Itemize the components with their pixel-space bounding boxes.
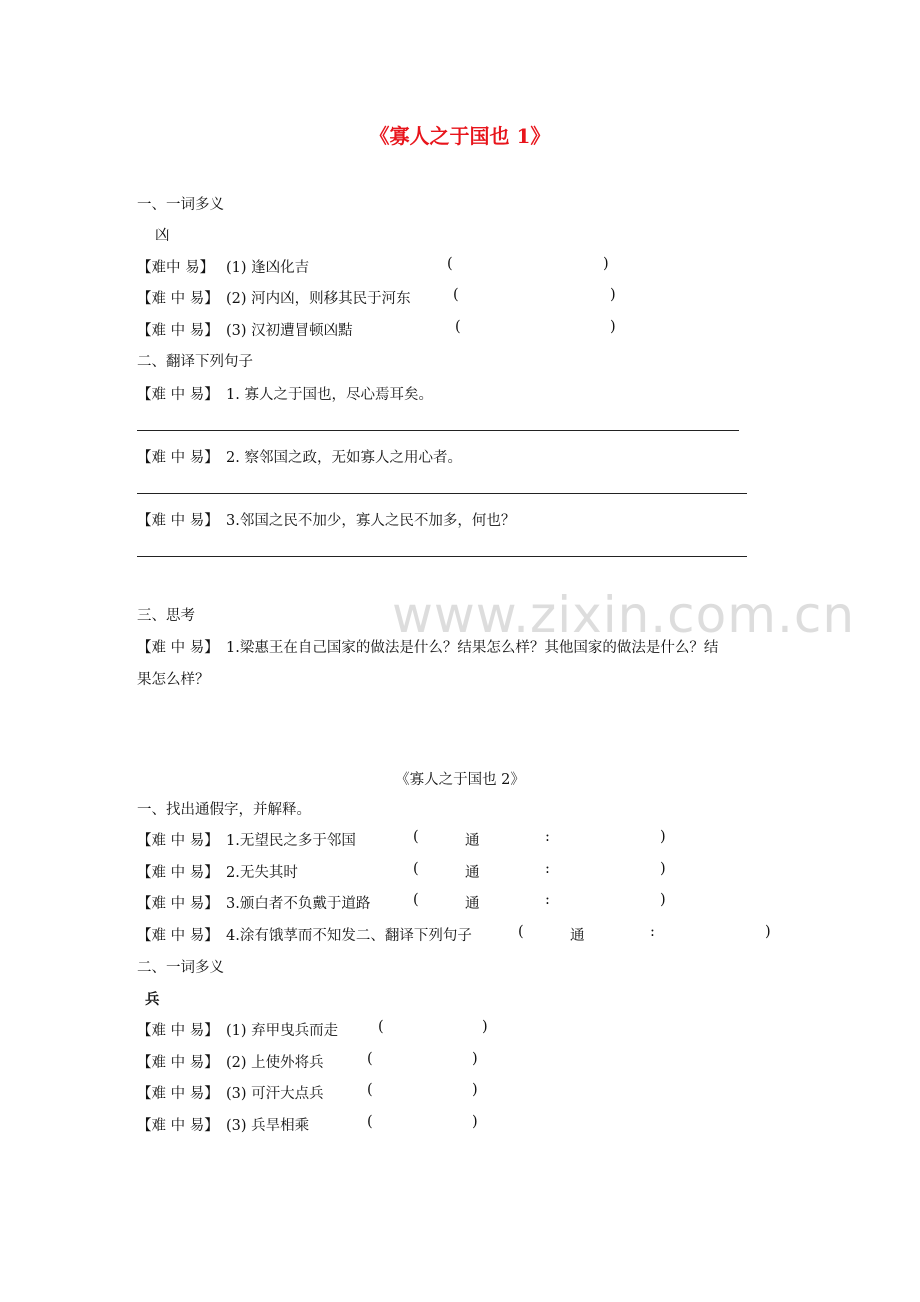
paren-close: ) [603,256,609,272]
question-text: (1) 弃甲曳兵而走 [226,1023,339,1039]
question-text: 3.颁白者不负戴于道路 [226,896,371,912]
difficulty-label: 【难 中 易】 [137,1118,219,1134]
difficulty-label: 【难 中 易】 [137,323,219,339]
answer-line [137,493,747,494]
colon: : [650,924,655,940]
paren-open: ( [413,829,419,845]
paren-close: ) [482,1019,488,1035]
question-text: 2.无失其时 [226,865,298,881]
difficulty-label: 【难中 易】 [137,260,215,276]
question-text: (1) 逢凶化吉 [226,260,310,276]
section-heading: 一、找出通假字，并解释。 [137,802,311,818]
tong-label: 通 [465,833,480,849]
question-text: (2) 河内凶，则移其民于河东 [226,291,411,307]
paren-close: ) [610,319,616,335]
question-text: (3) 可汗大点兵 [226,1086,324,1102]
section-heading: 二、翻译下列句子 [137,354,253,370]
answer-line [137,556,747,557]
difficulty-label: 【难 中 易】 [137,387,219,403]
difficulty-label: 【难 中 易】 [137,865,219,881]
paren-open: ( [453,287,459,303]
section-heading: 二、一词多义 [137,960,224,976]
difficulty-label: 【难 中 易】 [137,1086,219,1102]
paren-open: ( [413,892,419,908]
question-text: 1. 寡人之于国也，尽心焉耳矣。 [226,387,433,403]
tong-label: 通 [570,928,585,944]
paren-open: ( [518,924,524,940]
colon: : [545,892,550,908]
paren-close: ) [660,829,666,845]
difficulty-label: 【难 中 易】 [137,450,219,466]
difficulty-label: 【难 中 易】 [137,513,219,529]
difficulty-label: 【难 中 易】 [137,896,219,912]
difficulty-label: 【难 中 易】 [137,833,219,849]
difficulty-label: 【难 中 易】 [137,640,219,656]
question-text: 4.涂有饿莩而不知发二、翻译下列句子 [226,928,472,944]
watermark: www.zixin.com.cn [392,586,856,644]
tong-label: 通 [465,896,480,912]
paren-close: ) [472,1051,478,1067]
section-heading: 一、一词多义 [137,197,224,213]
question-text: 3.邻国之民不加少，寡人之民不加多，何也？ [226,513,516,529]
paren-close: ) [765,924,771,940]
difficulty-label: 【难 中 易】 [137,1055,219,1071]
section-title: 《寡人之于国也 2》 [395,772,525,788]
colon: : [545,829,550,845]
paren-open: ( [455,319,461,335]
paren-close: ) [660,892,666,908]
paren-open: ( [367,1114,373,1130]
paren-open: ( [413,861,419,877]
paren-open: ( [367,1051,373,1067]
question-text: (3) 兵旱相乘 [226,1118,310,1134]
paren-close: ) [472,1082,478,1098]
question-text: 1.无望民之多于邻国 [226,833,356,849]
page-title: 《寡人之于国也 1》 [369,124,551,148]
difficulty-label: 【难 中 易】 [137,1023,219,1039]
question-text: 2. 察邻国之政，无如寡人之用心者。 [226,450,462,466]
colon: : [545,861,550,877]
section-heading: 三、思考 [137,608,195,624]
paren-close: ) [610,287,616,303]
paren-open: ( [447,256,453,272]
difficulty-label: 【难 中 易】 [137,928,219,944]
paren-close: ) [660,861,666,877]
paren-close: ) [472,1114,478,1130]
question-text-continued: 果怎么样？ [137,672,210,688]
question-text: (2) 上使外将兵 [226,1055,324,1071]
keyword: 凶 [155,228,170,244]
tong-label: 通 [465,865,480,881]
answer-line [137,430,739,431]
difficulty-label: 【难 中 易】 [137,291,219,307]
question-text: 1.梁惠王在自己国家的做法是什么？结果怎么样？其他国家的做法是什么？结 [226,640,719,656]
paren-open: ( [378,1019,384,1035]
question-text: (3) 汉初遭冒顿凶黠 [226,323,353,339]
keyword: 兵 [145,991,160,1008]
paren-open: ( [367,1082,373,1098]
